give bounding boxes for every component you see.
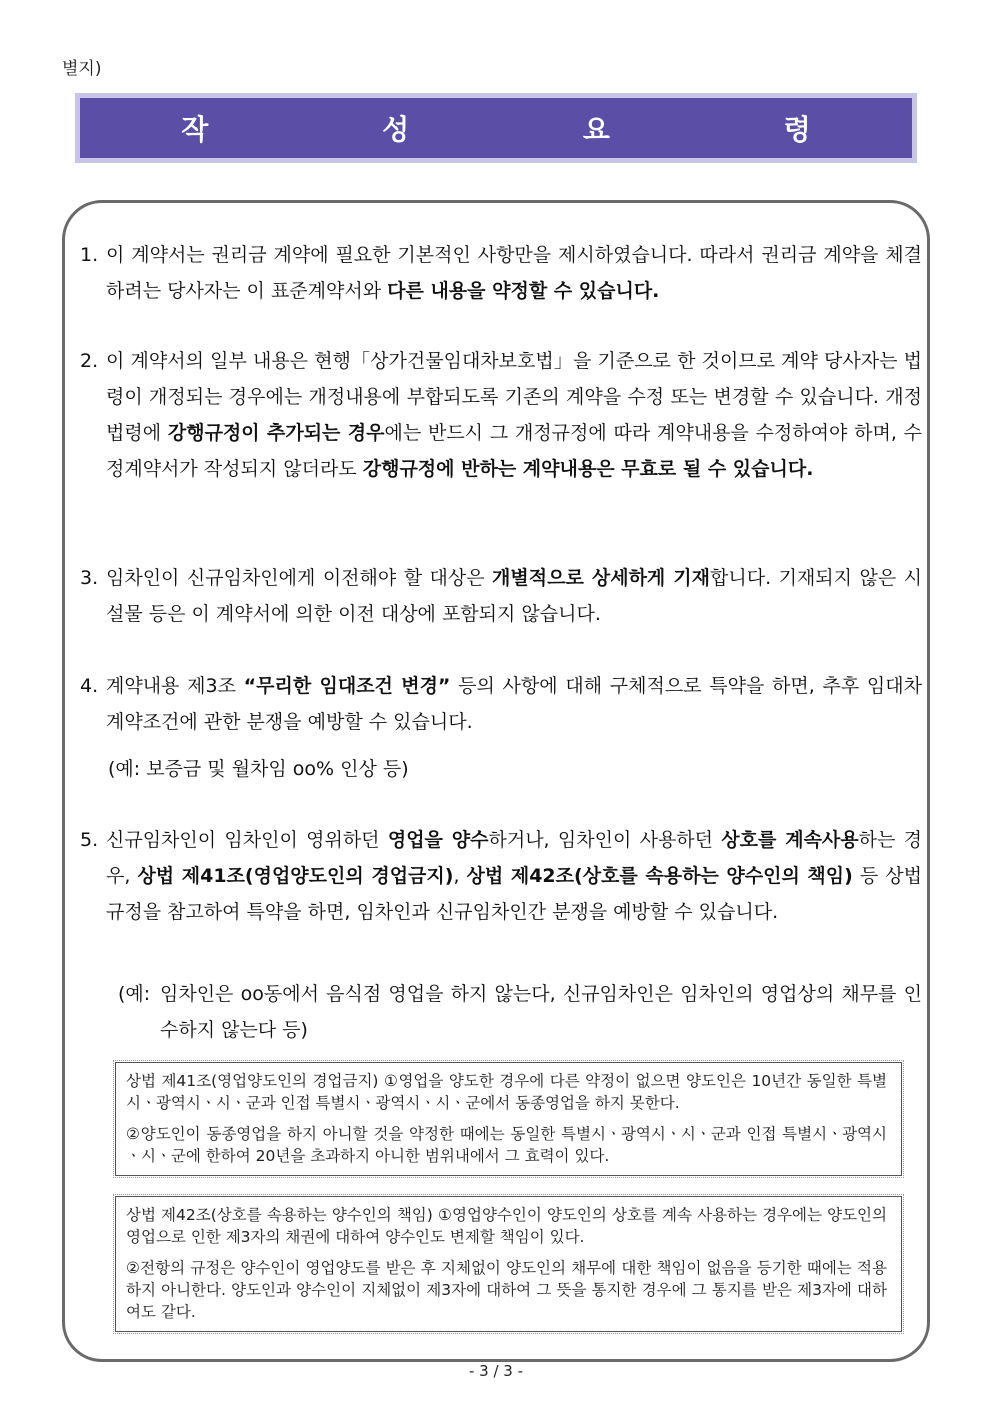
body-text: 등 상법 규정을 참고하여 특약을 하면, 임차인과 신규임차인간 분쟁을 예방할 수 있습니다. [106, 865, 922, 923]
body-text: 계약내용 제3조 [106, 675, 244, 697]
page-number: - 3 / 3 - [468, 1362, 524, 1380]
law-41-paragraph-2: ②양도인이 동종영업을 하지 아니할 것을 약정한 때에는 동일한 특별시ㆍ광역시ㆍ시ㆍ군과 인접 특별시ㆍ광역시ㆍ시ㆍ군에 한하여 20년을 초과하지 아니한 범위내에서 그 효력이 있다. [126, 1125, 887, 1165]
emphasis-text: 개별적으로 상세하게 기재 [492, 567, 711, 589]
item-body [106, 822, 922, 930]
law-42-paragraph-2: ②전항의 규정은 양수인이 영업양도를 받은 후 지체없이 양도인의 채무에 대한 책임이 없음을 등기한 때에는 적용하지 아니한다. 양도인과 양수인이 지체없이 제3자에 대하여 그 뜻을 통지한 경우에 그 통지를 받은 제3자에 대하여도 같다. [126, 1259, 887, 1321]
item-number: 2. [80, 350, 99, 372]
item-body [106, 560, 922, 632]
title-banner-inner [80, 98, 912, 158]
item-number: 4. [80, 675, 99, 697]
guideline-item-3 [80, 560, 922, 632]
item-body [106, 668, 922, 740]
body-text: 등의 사항에 대해 구체적으로 특약을 하면, 추후 임대차 계약조건에 관한 분쟁을 예방할 수 있습니다. [106, 675, 922, 733]
body-text: 임차인이 신규임차인에게 이전해야 할 대상은 [106, 567, 493, 589]
emphasis-text: 다른 내용을 약정할 수 있습니다. [387, 280, 660, 302]
body-text: 합니다. 기재되지 않은 시설물 등은 이 계약서에 의한 이전 대상에 포함되지 않습니다. [106, 567, 923, 625]
body-text: 이 계약서의 일부 내용은 현행「상가건물임대차보호법」을 기준으로 한 것이므로 계약 당사자는 법령이 개정되는 경우에는 개정내용에 부합되도록 기존의 계약을 수정 또는 변경할 수 있습니다. 개정법령에 [106, 350, 922, 444]
body-text: , [453, 865, 467, 887]
law-42-paragraph-1: 상법 제42조(상호를 속용하는 양수인의 책임) ①영업양수인이 양도인의 상호를 계속 사용하는 경우에는 양도인의 영업으로 인한 제3자의 채권에 대하여 양수인도 변제할 책임이 있다. [126, 1206, 887, 1246]
item-4-example: (예: 보증금 및 월차임 oo% 인상 등) [108, 758, 409, 780]
body-text: 하거나, 임차인이 사용하던 [488, 829, 722, 851]
body-text: 이 계약서는 권리금 계약에 필요한 기본적인 사항만을 제시하였습니다. 따라서 권리금 계약을 체결하려는 당사자는 이 표준계약서와 [106, 244, 922, 302]
item-5-example [118, 976, 922, 1048]
emphasis-text: 강행규정이 추가되는 경우 [167, 422, 385, 444]
item-number: 3. [80, 567, 99, 589]
example-prefix: (예: [118, 983, 151, 1005]
body-text: 에는 반드시 그 개정규정에 따라 계약내용을 수정하여야 하며, 수정계약서가 작성되지 않더라도 [106, 422, 923, 480]
item-body [106, 343, 922, 487]
emphasis-text: 강행규정에 반하는 계약내용은 무효로 될 수 있습니다. [362, 458, 814, 480]
law-box-article-41 [115, 1062, 902, 1176]
annex-label: 별지) [62, 59, 102, 79]
law-41-paragraph-1: 상법 제41조(영업양도인의 경업금지) ①영업을 양도한 경우에 다른 약정이 없으면 양도인은 10년간 동일한 특별시ㆍ광역시ㆍ시ㆍ군과 인접 특별시ㆍ광역시ㆍ시ㆍ군에서 동종영업을 하지 못한다. [126, 1072, 887, 1112]
emphasis-text: 상법 제42조(상호를 속용하는 양수인의 책임) [466, 865, 853, 887]
guideline-item-1 [80, 237, 922, 309]
law-box-article-42 [115, 1196, 902, 1332]
guideline-item-5 [80, 822, 922, 930]
item-number: 1. [80, 244, 99, 266]
guideline-item-4 [80, 668, 922, 740]
emphasis-text: 영업을 양수 [387, 829, 489, 851]
item-body [106, 237, 922, 309]
example-text [160, 976, 922, 1048]
body-text: 신규임차인이 임차인이 영위하던 [106, 829, 388, 851]
title-banner [75, 93, 917, 163]
page-title: 작 성 요 령 [181, 113, 893, 146]
emphasis-text: 상호를 계속사용 [721, 829, 859, 851]
emphasis-text: “무리한 임대조건 변경” [243, 675, 451, 697]
body-text: 하는 경우, [106, 829, 923, 887]
guideline-item-2 [80, 343, 922, 487]
item-number: 5. [80, 829, 99, 851]
example-body: 임차인은 oo동에서 음식점 영업을 하지 않는다, 신규임차인은 임차인의 영업상의 채무를 인수하지 않는다 등) [160, 983, 922, 1041]
emphasis-text: 상법 제41조(영업양도인의 경업금지) [137, 865, 454, 887]
